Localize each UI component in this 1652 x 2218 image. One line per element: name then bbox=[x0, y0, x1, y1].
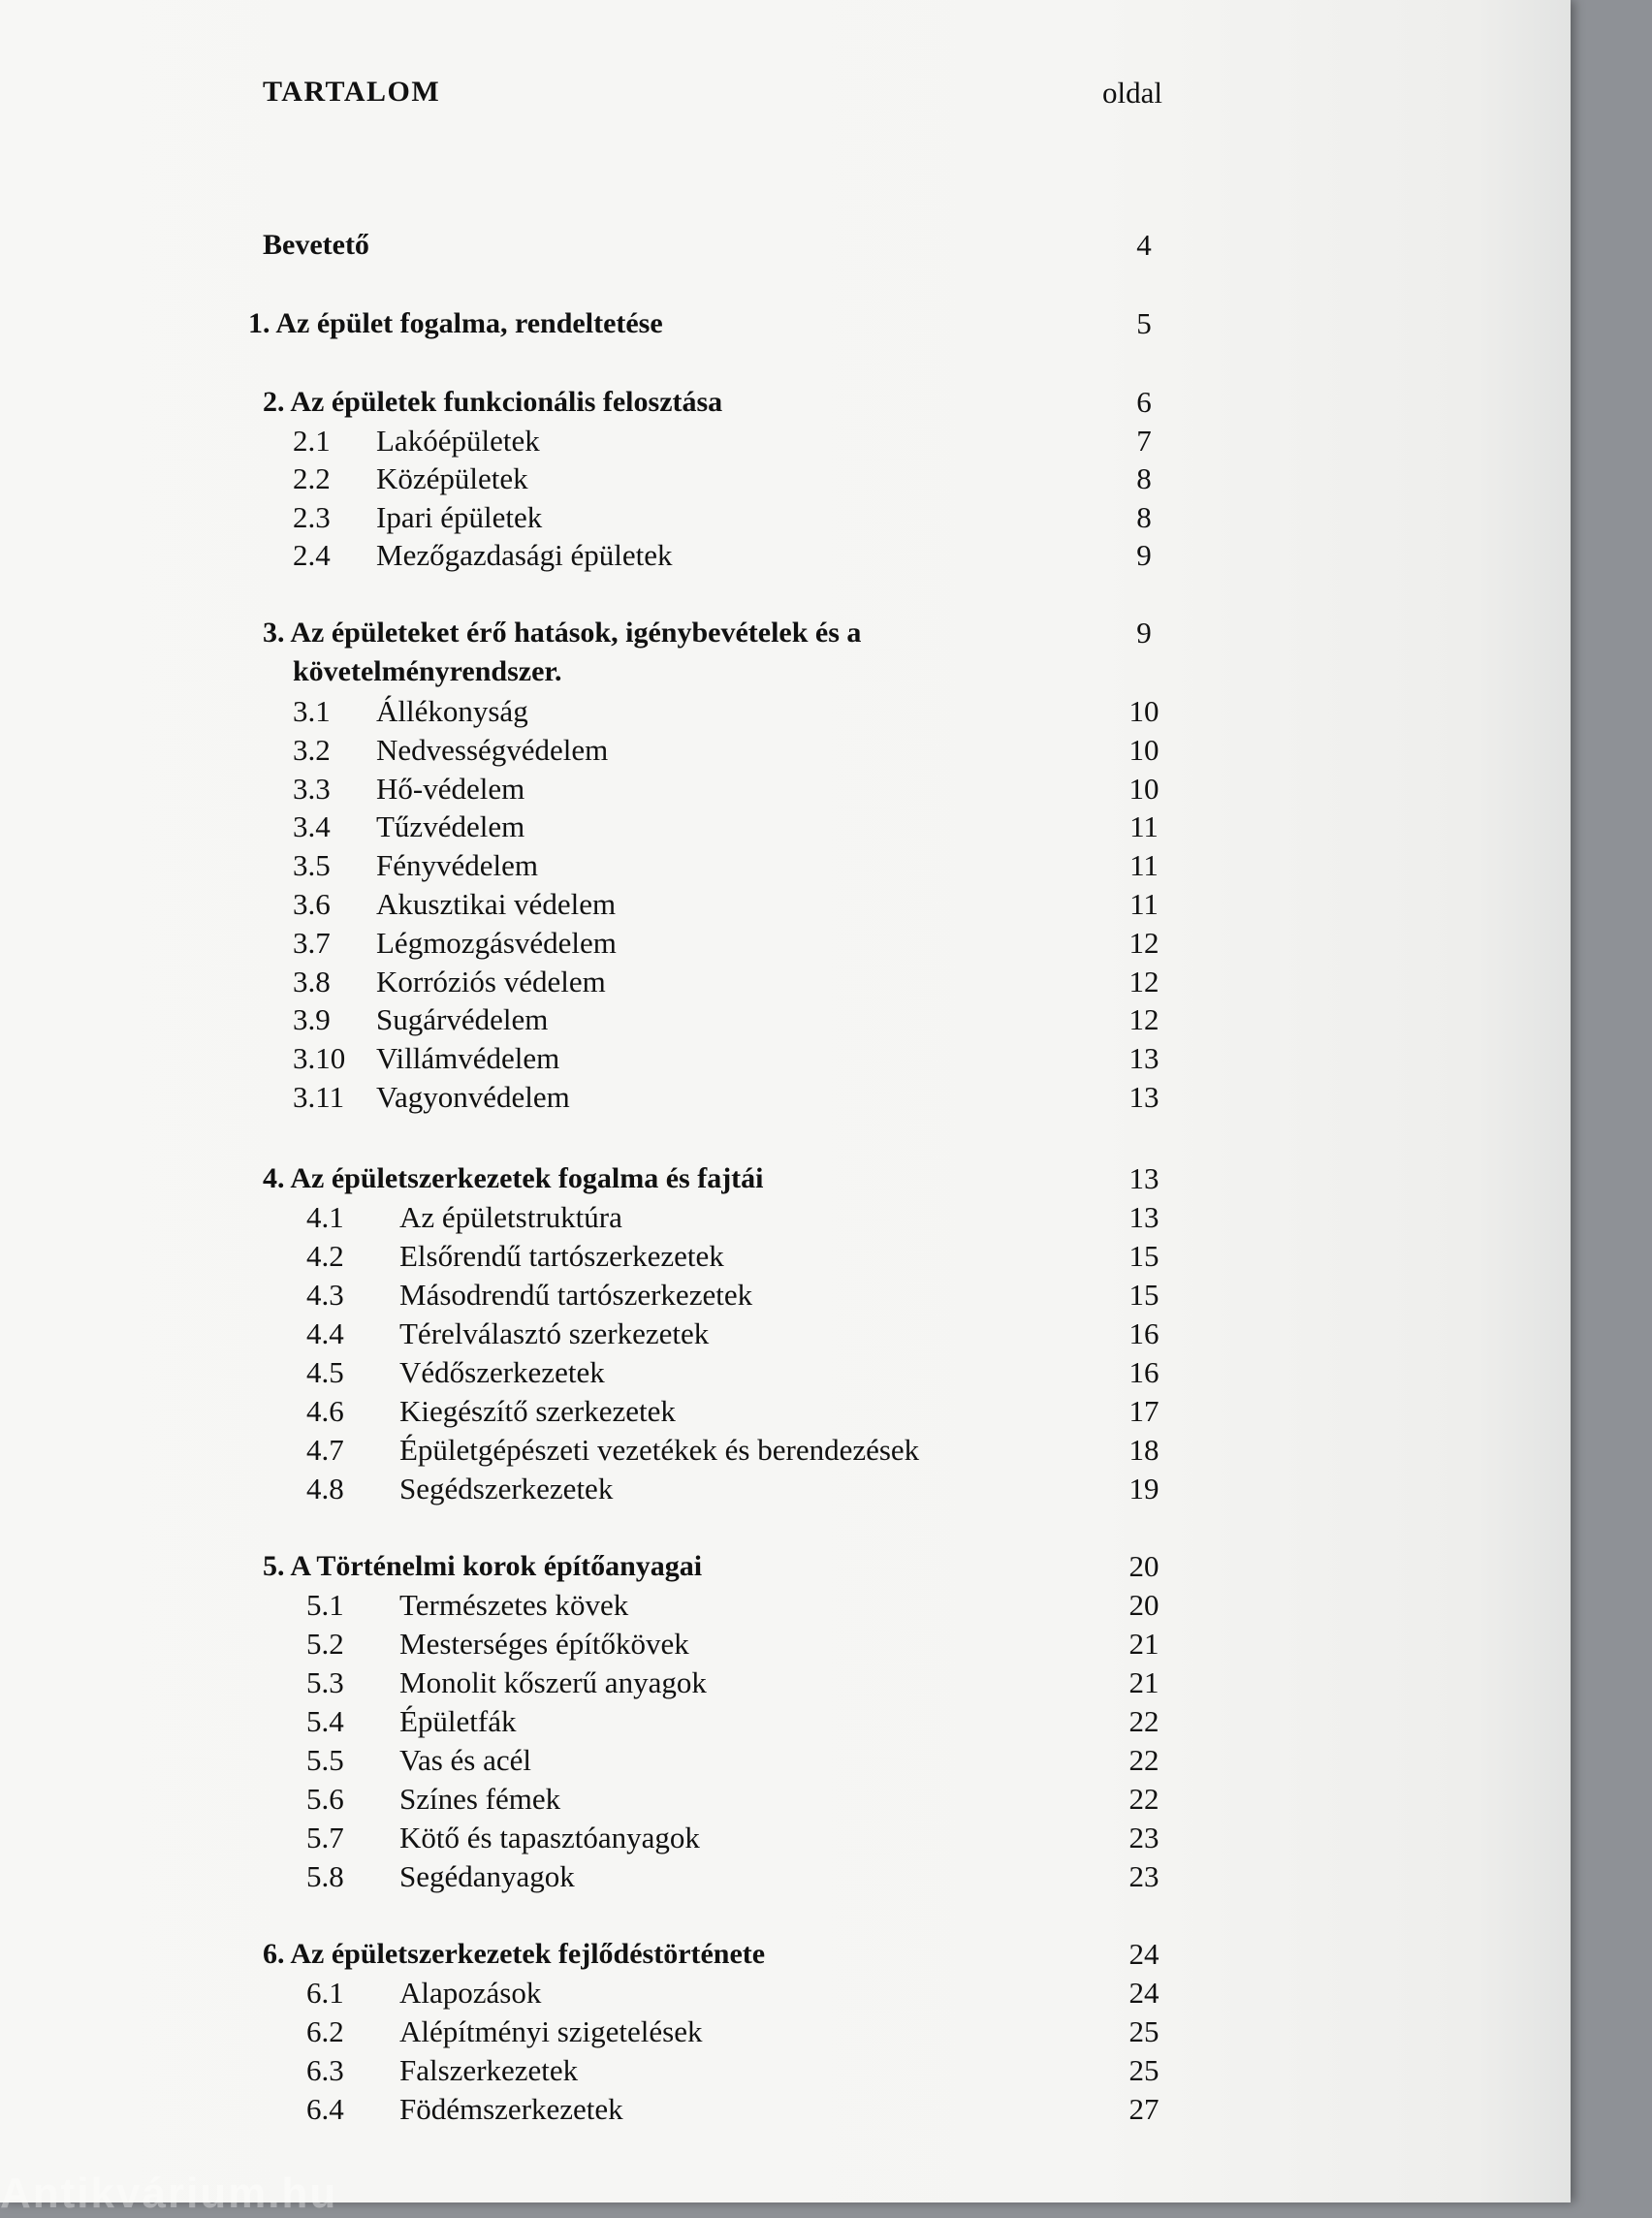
toc-entry-label: Nedvességvédelem bbox=[376, 733, 609, 767]
toc-entry-label: 4. Az épületszerkezetek fogalma és fajtái bbox=[263, 1162, 764, 1194]
toc-section-row bbox=[0, 1975, 1202, 2012]
toc-section-row bbox=[0, 1315, 1202, 1352]
toc-section-row bbox=[0, 1393, 1202, 1430]
toc-entry-label: Épületfák bbox=[399, 1704, 517, 1738]
toc-section-number: 3.7 bbox=[293, 926, 331, 960]
toc-section-number: 3.6 bbox=[293, 887, 331, 921]
toc-page-number: 9 bbox=[1136, 616, 1152, 650]
toc-section-row bbox=[0, 1001, 1202, 1038]
toc-section-number: 2.3 bbox=[293, 500, 331, 534]
toc-entry-label: Elsőrendű tartószerkezetek bbox=[399, 1239, 724, 1273]
toc-page-number: 22 bbox=[1128, 1704, 1160, 1738]
toc-entry-label: Alépítményi szigetelések bbox=[399, 2014, 703, 2048]
toc-page-number: 11 bbox=[1129, 887, 1159, 921]
toc-section-row bbox=[0, 1626, 1202, 1663]
toc-chapter-row-continued bbox=[0, 653, 1202, 690]
toc-section-number: 5.4 bbox=[306, 1704, 344, 1738]
toc-entry-label: Segédanyagok bbox=[399, 1859, 575, 1893]
toc-page-number: 13 bbox=[1128, 1080, 1160, 1114]
toc-entry-label: Villámvédelem bbox=[376, 1041, 560, 1075]
toc-chapter-row bbox=[0, 227, 1202, 264]
toc-chapter-row bbox=[0, 1160, 1202, 1197]
toc-entry-label: Akusztikai védelem bbox=[376, 887, 617, 921]
toc-page-number: 12 bbox=[1128, 926, 1160, 960]
watermark: Antikvárium.hu bbox=[0, 2170, 338, 2217]
toc-entry-label: Falszerkezetek bbox=[399, 2053, 579, 2087]
toc-section-row bbox=[0, 2013, 1202, 2050]
toc-section-row bbox=[0, 2052, 1202, 2089]
toc-entry-label: Fényvédelem bbox=[376, 848, 539, 882]
toc-entry-label: Hő-védelem bbox=[376, 772, 525, 806]
toc-page-number: 10 bbox=[1128, 733, 1160, 767]
toc-section-row bbox=[0, 460, 1202, 497]
toc-entry-label: Vas és acél bbox=[399, 1743, 531, 1777]
toc-page-number: 24 bbox=[1128, 1937, 1160, 1971]
toc-section-number: 5.2 bbox=[306, 1627, 344, 1661]
toc-chapter-row bbox=[0, 1936, 1202, 1973]
toc-section-row bbox=[0, 499, 1202, 536]
toc-page-number: 25 bbox=[1128, 2014, 1160, 2048]
toc-chapter-row bbox=[0, 305, 1202, 342]
toc-section-row bbox=[0, 1858, 1202, 1895]
toc-section-number: 4.6 bbox=[306, 1394, 344, 1428]
toc-section-row bbox=[0, 537, 1202, 574]
toc-entry-label: 2. Az épületek funkcionális felosztása bbox=[263, 386, 723, 418]
toc-section-number: 4.1 bbox=[306, 1200, 344, 1234]
toc-entry-label: 3. Az épületeket érő hatások, igénybevételek és a bbox=[263, 617, 862, 649]
toc-page-number: 12 bbox=[1128, 965, 1160, 998]
toc-section-row bbox=[0, 1199, 1202, 1236]
toc-section-row bbox=[0, 1238, 1202, 1275]
toc-section-number: 3.8 bbox=[293, 965, 331, 998]
toc-section-row bbox=[0, 1664, 1202, 1701]
toc-entry-label: Segédszerkezetek bbox=[399, 1472, 614, 1505]
toc-entry-label: Színes fémek bbox=[399, 1782, 561, 1816]
toc-section-number: 6.3 bbox=[306, 2053, 344, 2087]
toc-section-row bbox=[0, 847, 1202, 884]
toc-page-number: 10 bbox=[1128, 694, 1160, 728]
toc-page-number: 21 bbox=[1128, 1665, 1160, 1699]
toc-chapter-row bbox=[0, 384, 1202, 421]
toc-entry-label: Lakóépületek bbox=[376, 424, 540, 458]
toc-entry-label: Másodrendű tartószerkezetek bbox=[399, 1278, 753, 1312]
toc-page-number: 24 bbox=[1128, 1976, 1160, 2010]
toc-page-number: 6 bbox=[1136, 385, 1152, 419]
toc-entry-label: 6. Az épületszerkezetek fejlődéstörténete bbox=[263, 1938, 766, 1970]
page-column-label: oldal bbox=[1102, 76, 1162, 110]
toc-page-number: 23 bbox=[1128, 1859, 1160, 1893]
toc-entry-label: Monolit kőszerű anyagok bbox=[399, 1665, 707, 1699]
toc-section-number: 2.4 bbox=[293, 538, 331, 572]
toc-section-number: 4.4 bbox=[306, 1316, 344, 1350]
toc-page-number: 15 bbox=[1128, 1278, 1160, 1312]
toc-entry-label: Épületgépészeti vezetékek és berendezések bbox=[399, 1433, 920, 1467]
toc-section-number: 5.6 bbox=[306, 1782, 344, 1816]
toc-page-number: 22 bbox=[1128, 1782, 1160, 1816]
toc-section-row bbox=[0, 1703, 1202, 1740]
toc-section-number: 5.8 bbox=[306, 1859, 344, 1893]
toc-entry-label: Mezőgazdasági épületek bbox=[376, 538, 673, 572]
toc-entry-label: Mesterséges építőkövek bbox=[399, 1627, 689, 1661]
toc-entry-label: Természetes kövek bbox=[399, 1588, 629, 1622]
toc-page-number: 12 bbox=[1128, 1002, 1160, 1036]
toc-page-number: 22 bbox=[1128, 1743, 1160, 1777]
toc-section-number: 3.2 bbox=[293, 733, 331, 767]
toc-entry-label: Tűzvédelem bbox=[376, 809, 525, 843]
toc-entry-label: Sugárvédelem bbox=[376, 1002, 549, 1036]
toc-entry-label: követelményrendszer. bbox=[293, 655, 562, 687]
toc-section-row bbox=[0, 1471, 1202, 1507]
toc-section-row bbox=[0, 1781, 1202, 1818]
toc-section-number: 6.1 bbox=[306, 1976, 344, 2010]
toc-entry-label: Középületek bbox=[376, 461, 528, 495]
toc-section-row bbox=[0, 1587, 1202, 1624]
toc-page-number: 7 bbox=[1136, 424, 1152, 458]
toc-entry-label: 1. Az épület fogalma, rendeltetése bbox=[248, 307, 663, 339]
toc-entry-label: 5. A Történelmi korok építőanyagai bbox=[263, 1550, 703, 1582]
toc-page-number: 15 bbox=[1128, 1239, 1160, 1273]
toc-page-number: 10 bbox=[1128, 772, 1160, 806]
toc-section-row bbox=[0, 925, 1202, 962]
toc-entry-label: Térelválasztó szerkezetek bbox=[399, 1316, 710, 1350]
toc-entry-label: Kötő és tapasztóanyagok bbox=[399, 1821, 700, 1854]
toc-page-number: 18 bbox=[1128, 1433, 1160, 1467]
toc-entry-label: Korróziós védelem bbox=[376, 965, 606, 998]
toc-section-row bbox=[0, 732, 1202, 769]
toc-page-number: 11 bbox=[1129, 809, 1159, 843]
toc-section-row bbox=[0, 1040, 1202, 1077]
toc-page-number: 5 bbox=[1136, 306, 1152, 340]
toc-section-number: 3.3 bbox=[293, 772, 331, 806]
toc-page-number: 11 bbox=[1129, 848, 1159, 882]
toc-page-number: 16 bbox=[1128, 1355, 1160, 1389]
toc-entry-label: Védőszerkezetek bbox=[399, 1355, 605, 1389]
toc-section-row bbox=[0, 1820, 1202, 1856]
toc-section-number: 3.4 bbox=[293, 809, 331, 843]
toc-section-row bbox=[0, 808, 1202, 845]
toc-section-number: 4.2 bbox=[306, 1239, 344, 1273]
toc-section-number: 3.10 bbox=[293, 1041, 346, 1075]
toc-entry-label: Ipari épületek bbox=[376, 500, 543, 534]
toc-section-number: 4.7 bbox=[306, 1433, 344, 1467]
toc-section-number: 5.5 bbox=[306, 1743, 344, 1777]
toc-page-number: 13 bbox=[1128, 1200, 1160, 1234]
toc-chapter-row bbox=[0, 1548, 1202, 1585]
toc-section-number: 6.4 bbox=[306, 2092, 344, 2126]
toc-section-row bbox=[0, 2091, 1202, 2128]
toc-page-number: 13 bbox=[1128, 1161, 1160, 1195]
toc-page-number: 8 bbox=[1136, 500, 1152, 534]
toc-chapter-row bbox=[0, 615, 1202, 651]
toc-section-number: 2.1 bbox=[293, 424, 331, 458]
toc-page-number: 20 bbox=[1128, 1549, 1160, 1583]
toc-section-row bbox=[0, 771, 1202, 808]
toc-page-number: 8 bbox=[1136, 461, 1152, 495]
toc-section-number: 3.9 bbox=[293, 1002, 331, 1036]
toc-section-number: 4.5 bbox=[306, 1355, 344, 1389]
toc-section-row bbox=[0, 423, 1202, 459]
toc-section-number: 6.2 bbox=[306, 2014, 344, 2048]
toc-section-number: 4.3 bbox=[306, 1278, 344, 1312]
toc-page-number: 4 bbox=[1136, 228, 1152, 262]
toc-section-number: 3.1 bbox=[293, 694, 331, 728]
toc-section-row bbox=[0, 693, 1202, 730]
toc-section-row bbox=[0, 1742, 1202, 1779]
toc-section-number: 5.7 bbox=[306, 1821, 344, 1854]
toc-section-number: 2.2 bbox=[293, 461, 331, 495]
toc-entry-label: Vagyonvédelem bbox=[376, 1080, 570, 1114]
toc-entry-label: Állékonyság bbox=[376, 694, 528, 728]
toc-page-number: 23 bbox=[1128, 1821, 1160, 1854]
toc-entry-label: Bevetető bbox=[263, 229, 369, 261]
toc-section-row bbox=[0, 1079, 1202, 1116]
toc-entry-label: Az épületstruktúra bbox=[399, 1200, 622, 1234]
toc-entry-label: Légmozgásvédelem bbox=[376, 926, 617, 960]
toc-page-number: 13 bbox=[1128, 1041, 1160, 1075]
toc-section-row bbox=[0, 1277, 1202, 1314]
toc-page-number: 27 bbox=[1128, 2092, 1160, 2126]
toc-page-number: 9 bbox=[1136, 538, 1152, 572]
toc-page-number: 21 bbox=[1128, 1627, 1160, 1661]
toc-page-number: 20 bbox=[1128, 1588, 1160, 1622]
page-title: TARTALOM bbox=[263, 76, 441, 108]
toc-page-number: 17 bbox=[1128, 1394, 1160, 1428]
toc-section-number: 3.5 bbox=[293, 848, 331, 882]
toc-section-number: 5.3 bbox=[306, 1665, 344, 1699]
toc-section-row bbox=[0, 964, 1202, 1000]
toc-section-row bbox=[0, 1354, 1202, 1391]
toc-section-row bbox=[0, 886, 1202, 923]
toc-entry-label: Kiegészítő szerkezetek bbox=[399, 1394, 676, 1428]
toc-section-number: 4.8 bbox=[306, 1472, 344, 1505]
toc-entry-label: Födémszerkezetek bbox=[399, 2092, 623, 2126]
toc-page-number: 25 bbox=[1128, 2053, 1160, 2087]
toc-page-number: 16 bbox=[1128, 1316, 1160, 1350]
toc-entry-label: Alapozások bbox=[399, 1976, 542, 2010]
toc-page-number: 19 bbox=[1128, 1472, 1160, 1505]
toc-section-number: 5.1 bbox=[306, 1588, 344, 1622]
toc-section-number: 3.11 bbox=[293, 1080, 345, 1114]
toc-section-row bbox=[0, 1432, 1202, 1469]
